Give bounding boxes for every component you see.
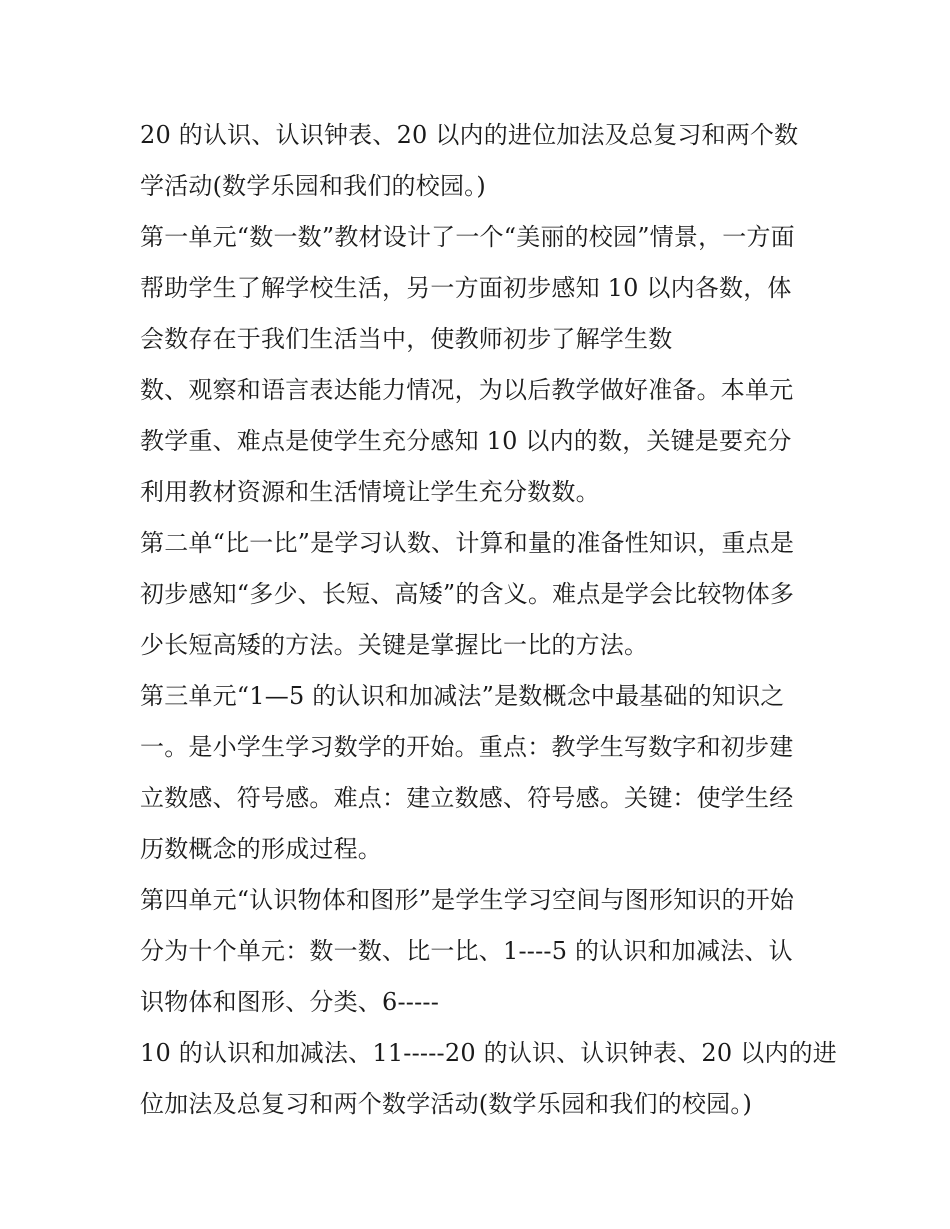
text-line: 第一单元“数一数”教材设计了一个“美丽的校园”情景，一方面 (140, 223, 795, 251)
text-line: 利用教材资源和生活情境让学生充分数数。 (140, 478, 600, 506)
text-line: 帮助学生了解学校生活，另一方面初步感知 10 以内各数，体 (140, 274, 792, 302)
text-line: 20 的认识、认识钟表、20 以内的进位加法及总复习和两个数 (140, 121, 799, 149)
text-line: 10 的认识和加减法、11-----20 的认识、认识钟表、20 以内的进 (140, 1039, 837, 1067)
text-line: 第三单元“1—5 的认识和加减法”是数概念中最基础的知识之 (140, 682, 785, 710)
text-line: 教学重、难点是使学生充分感知 10 以内的数，关键是要充分 (140, 427, 792, 455)
text-line: 会数存在于我们生活当中，使教师初步了解学生数 (140, 325, 673, 353)
document-body (140, 110, 837, 1130)
text-line: 第四单元“认识物体和图形”是学生学习空间与图形知识的开始 (140, 886, 795, 914)
text-line: 分为十个单元：数一数、比一比、1----5 的认识和加减法、认 (140, 937, 793, 965)
text-line: 一。是小学生学习数学的开始。重点：教学生写数字和初步建 (140, 733, 794, 761)
text-line: 少长短高矮的方法。关键是掌握比一比的方法。 (140, 631, 649, 659)
text-line: 位加法及总复习和两个数学活动(数学乐园和我们的校园。) (140, 1090, 753, 1118)
text-line: 数、观察和语言表达能力情况，为以后教学做好准备。本单元 (140, 376, 794, 404)
text-line: 识物体和图形、分类、6----- (140, 988, 440, 1016)
text-line: 学活动(数学乐园和我们的校园。) (140, 172, 486, 200)
text-line: 立数感、符号感。难点：建立数感、符号感。关键：使学生经 (140, 784, 794, 812)
text-line: 历数概念的形成过程。 (140, 835, 382, 863)
text-line: 初步感知“多少、长短、高矮”的含义。难点是学会比较物体多 (140, 580, 795, 608)
text-line: 第二单“比一比”是学习认数、计算和量的准备性知识，重点是 (140, 529, 795, 557)
